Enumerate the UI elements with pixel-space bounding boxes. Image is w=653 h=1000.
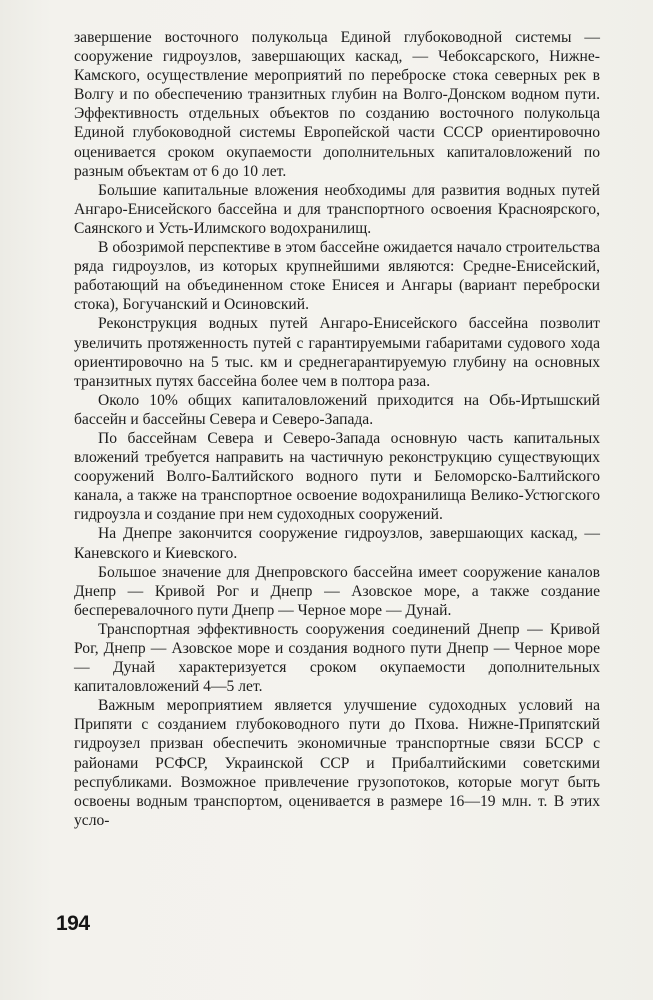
paragraph: Большое значение для Днепровского бассейна имеет сооружение каналов Днепр — Кривой Рог и Днепр — Азовское море, а также создание бесперевалочного пути Днепр — Черное море — Дунай. <box>74 563 600 619</box>
paragraph: Около 10% общих капиталовложений приходится на Обь-Иртышский бассейн и бассейны Севера и Северо-Запада. <box>74 391 600 428</box>
paragraph: В обозримой перспективе в этом бассейне ожидается начало строительства ряда гидроузлов, из которых крупнейшими являются: Средне-Енисейский, работающий на объединенном стоке Енисея и Ангары (вариант переброски стока), Богучанский и Осиновский. <box>74 239 600 314</box>
page-number: 194 <box>56 912 90 935</box>
paragraph: На Днепре закончится сооружение гидроузлов, завершающих каскад, — Каневского и Киевского. <box>74 525 600 562</box>
paragraph: Большие капитальные вложения необходимы для развития водных путей Ангаро-Енисейского бассейна и для транспортного освоения Красноярского, Саянского и Усть-Илимского водохранилищ. <box>74 181 600 237</box>
body-text <box>74 28 600 830</box>
paragraph: По бассейнам Севера и Северо-Запада основную часть капитальных вложений требуется направить на частичную реконструкцию существующих сооружений Волго-Балтийского водного пути и Беломорско-Балтийского канала, а также на транспортное освоение водохранилища Велико-Устюгского гидроузла и создание при нем судоходных сооружений. <box>74 429 600 524</box>
paragraph: Транспортная эффективность сооружения соединений Днепр — Кривой Рог, Днепр — Азовское море и создания водного пути Днепр — Черное море — Дунай характеризуется сроком окупаемости дополнительных капиталовложений 4—5 лет. <box>74 620 600 696</box>
paragraph: Реконструкция водных путей Ангаро-Енисейского бассейна позволит увеличить протяженность путей с гарантируемыми габаритами судового хода ориентировочно на 5 тыс. км и среднегарантируемую глубину на основных транзитных путях бассейна более чем в полтора раза. <box>74 315 600 390</box>
paragraph: Важным мероприятием является улучшение судоходных условий на Припяти с созданием глубоководного пути до Пхова. Нижне-Припятский гидроузел призван обеспечить экономичные транспортные связи БССР с районами РСФСР, Украинской ССР и Прибалтийскими советскими республиками. Возможное привлечение грузопотоков, которые могут быть освоены водным транспортом, оценивается в размере 16—19 млн. т. В этих усло- <box>74 697 600 829</box>
paragraph: завершение восточного полукольца Единой глубоководной системы — сооружение гидроузлов, завершающих каскад, — Чебоксарского, Нижне-Камского, осуществление мероприятий по переброске стока северных рек в Волгу и по обеспечению транзитных глубин на Волго-Донском водном пути. Эффективность отдельных объектов по созданию восточного полукольца Единой глубоководной системы Европейской части СССР ориентировочно оценивается сроком окупаемости дополнительных капиталовложений по разным объектам от 6 до 10 лет. <box>74 29 600 180</box>
